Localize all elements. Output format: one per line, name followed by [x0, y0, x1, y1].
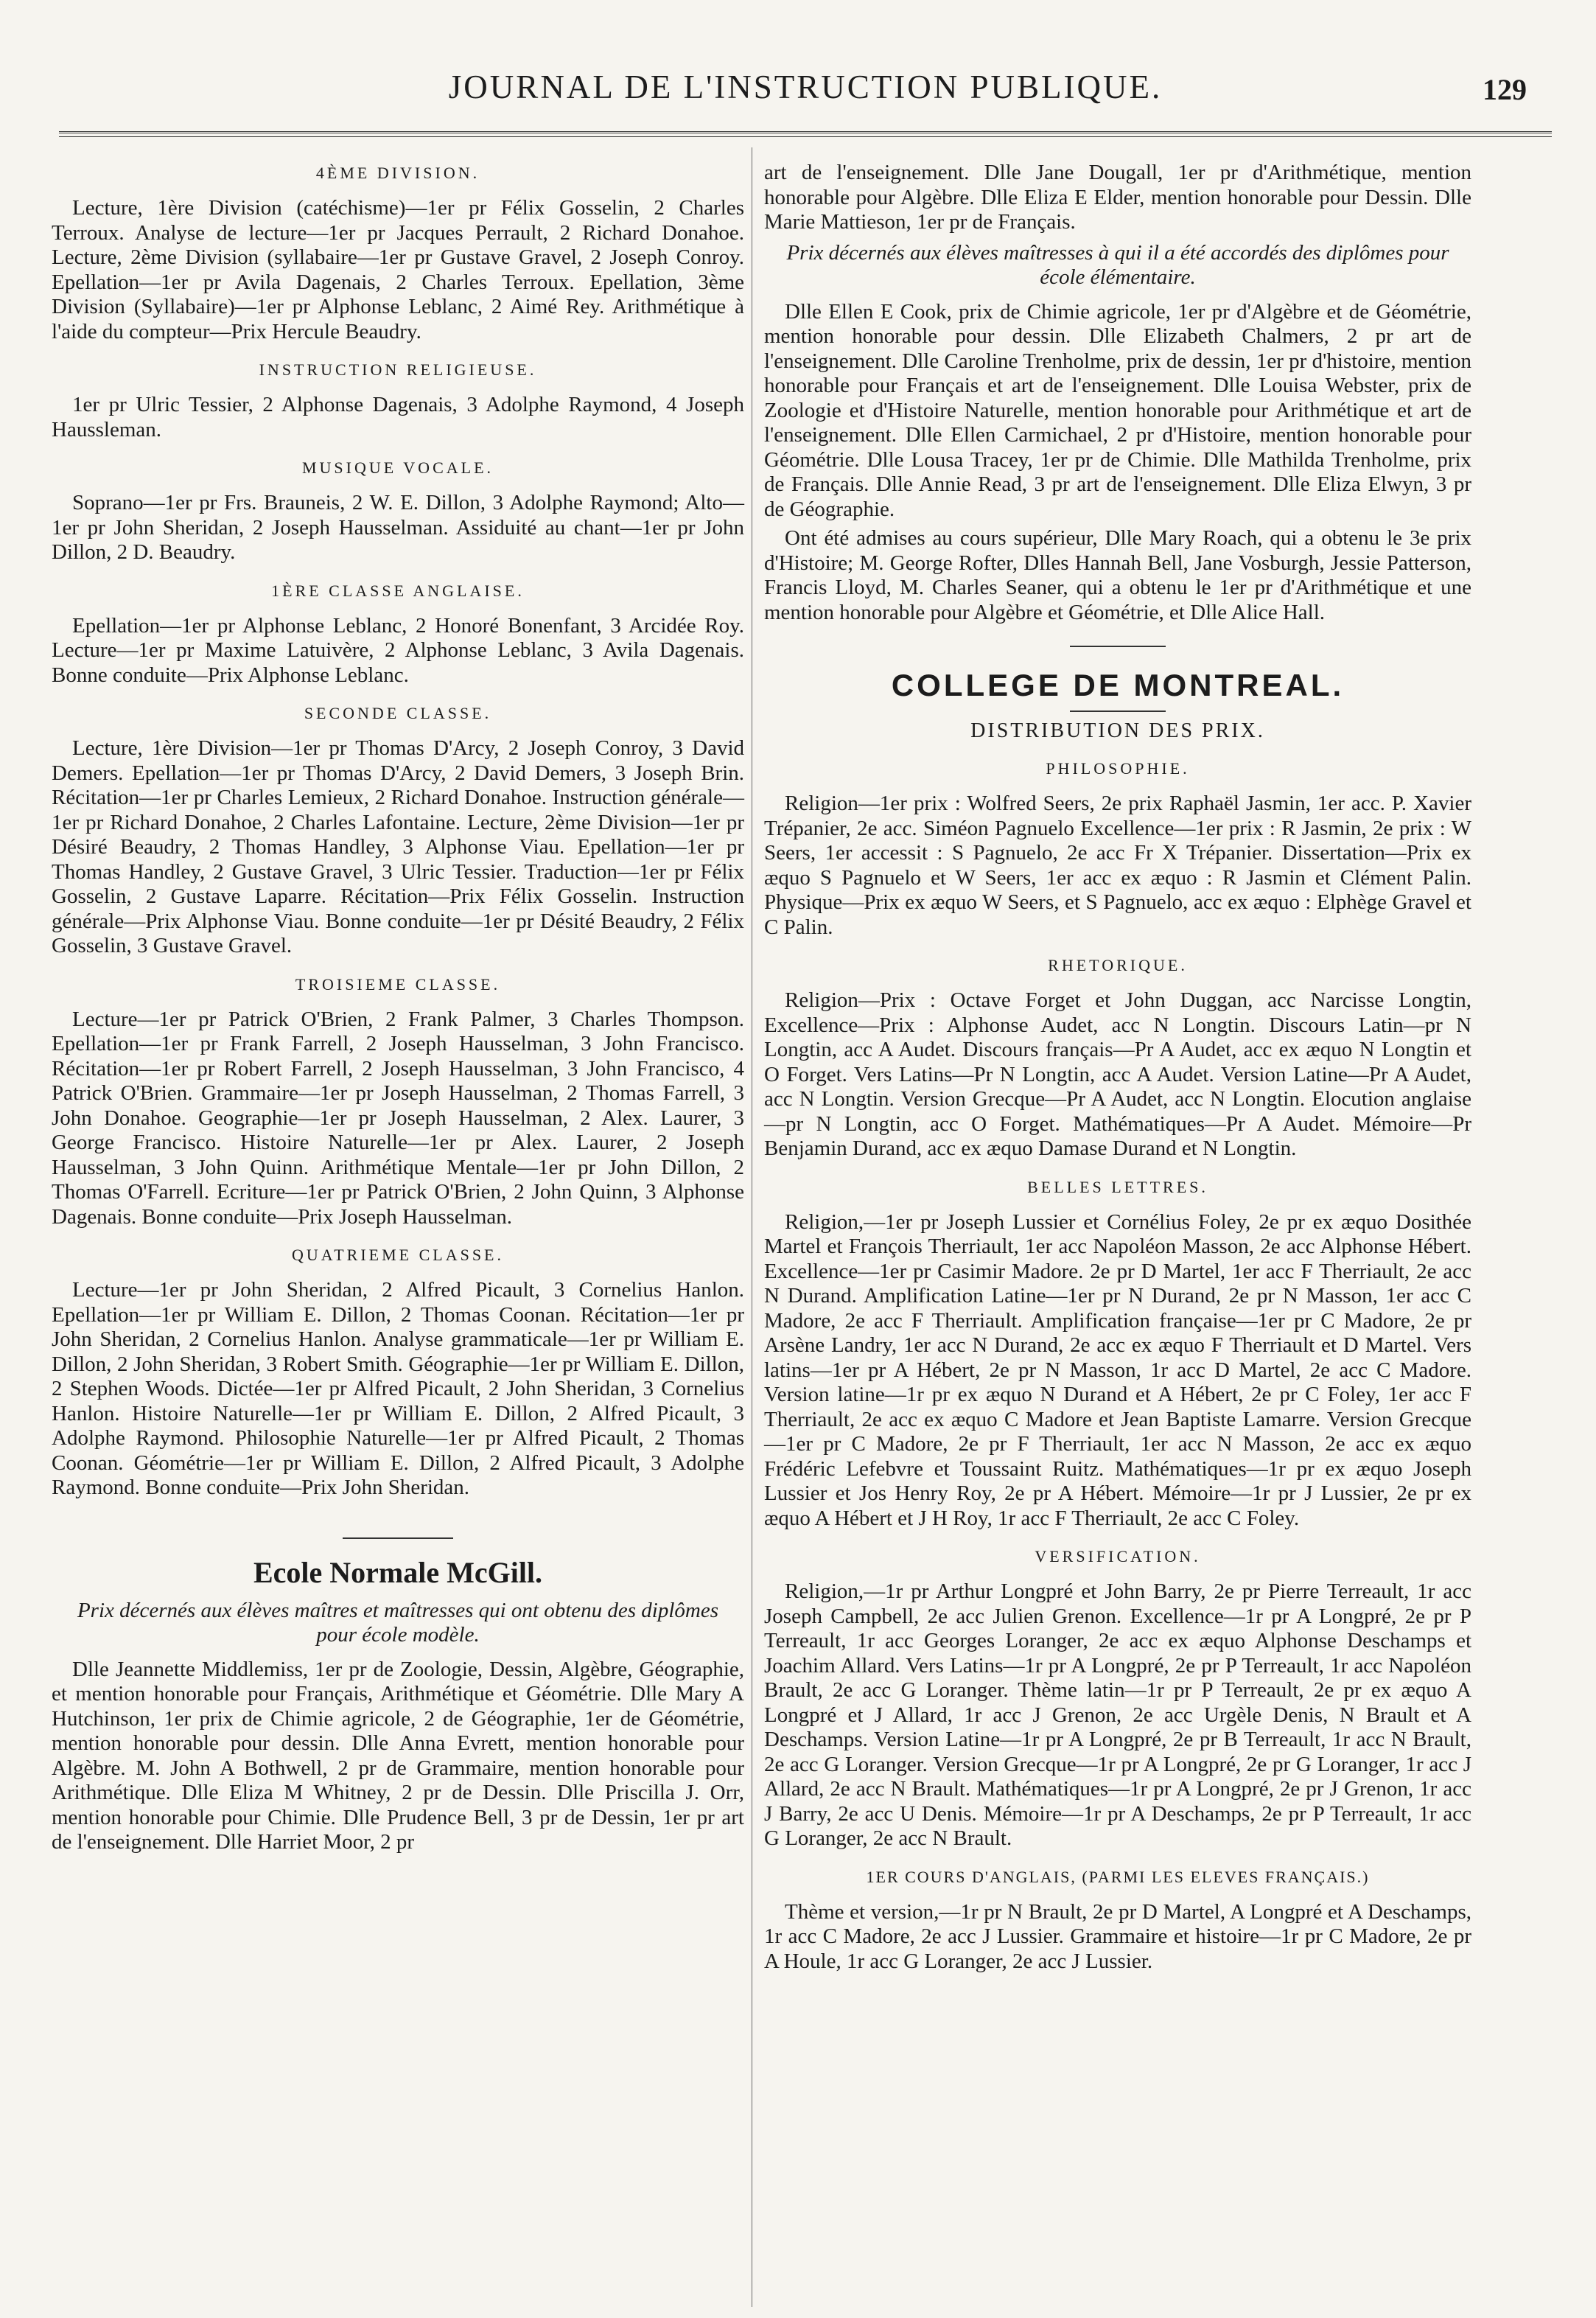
section-heading: BELLES LETTRES.	[1027, 1177, 1208, 1196]
section-heading: VERSIFICATION.	[1035, 1547, 1201, 1565]
mcgill-title: Ecole Normale McGill.	[253, 1555, 543, 1589]
section-paragraph: Religion,—1er pr Joseph Lussier et Cornélius Foley, 2e pr ex æquo Dosithée Martel et François Therriault, 1er acc Napoléon Masson, 2e acc Alphonse Hébert. Excellence—1er pr Casimir Madore. 2e pr D Martel, 1er acc F Therriault, 2e acc N Durand. Amplification Latine—1er pr N Durand, 2e pr N Masson, 1er acc C Madore, 2e acc F Therriault. Amplification française—1er pr C Madore, 2e pr Arsène Landry, 1er acc N Durand, 2e acc ex æquo F Therriault et D Martel. Vers latins—1er pr A Hébert, 2e pr N Masson, 1r acc D Martel, 2e acc C Madore. Version latine—1r pr ex æquo N Durand et A Hébert, 2e pr C Foley, 1er acc F Therriault, 2e acc ex æquo C Madore et Jean Baptiste Lamarre. Version Grecque—1er pr C Madore, 2e pr F Therriault, 1er acc N Masson, 2e acc ex æquo Frédéric Lefebvre et Toussaint Ruitz. Mathématiques—1r pr ex æquo Joseph Lussier et Jos Henry Roy, 2e pr A Hébert. Mémoire—1r pr J Lussier, 2e pr ex æquo A Hébert et J H Roy, 1r acc F Therriault, 2e acc C Foley.	[764, 1209, 1471, 1530]
section-paragraph: Lecture—1er pr Patrick O'Brien, 2 Frank Palmer, 3 Charles Thompson. Epellation—1er pr Frank Farrell, 2 Joseph Hausselman, 3 John Francisco. Récitation—1er pr Robert Farrell, 2 Joseph Hausselman, 3 John Francisco, 4 Patrick O'Brien. Grammaire—1er pr Joseph Hausselman, 2 Thomas Farrell, 3 John Donahoe. Geographie—1er pr Joseph Hausselman, 2 Alex. Laurer, 3 George Francisco. Histoire Naturelle—1er pr Alex. Laurer, 2 Joseph Hausselman, 3 John Quinn. Arithmétique Mentale—1er pr John Dillon, 2 Thomas O'Farrell. Ecriture—1er pr Patrick O'Brien, 2 John Quinn, 3 Alphonse Dagenais. Bonne conduite—Prix Joseph Hausselman.	[52, 1007, 744, 1229]
running-head	[59, 68, 1552, 119]
section-paragraph: 1er pr Ulric Tessier, 2 Alphonse Dagenais, 3 Adolphe Raymond, 4 Joseph Haussleman.	[52, 393, 744, 441]
section-rule	[1070, 646, 1166, 647]
section-heading: MUSIQUE VOCALE.	[301, 458, 494, 477]
section-paragraph: Religion—1er prix : Wolfred Seers, 2e prix Raphaël Jasmin, 1er acc. P. Xavier Trépanier, 2e acc. Siméon Pagnuelo Excellence—1er prix : R Jasmin, 2e prix : W Seers, 1er accessit : S Pagnuelo, 2e acc Fr X Trépanier. Dissertation—Prix ex æquo S Pagnuelo et W Seers, 1er acc ex æquo : R Jasmin et Clément Palin. Physique—Prix ex æquo W Seers, et S Pagnuelo, acc ex æquo : Elphège Gravel et C Palin.	[764, 792, 1471, 939]
section-heading: INSTRUCTION RELIGIEUSE.	[259, 360, 537, 379]
section-paragraph: Religion,—1r pr Arthur Longpré et John Barry, 2e pr Pierre Terreault, 1r acc Joseph Campbell, 2e acc Julien Grenon. Excellence—1r pr A Longpré, 2e pr P Terreault, 1r acc Georges Loranger, 2e acc ex æquo Alphonse Deschamps et Joachim Allard. Vers Latins—1r pr A Longpré, 2e pr P Terreault, 1r acc Napoléon Brault, 2e acc G Loranger. Thème latin—1r pr P Terreault, 2e pr ex æquo A Longpré et J Allard, 1r acc J Grenon, 2e acc Urgèle Denis, N Brault et A Deschamps. Version Latine—1r pr A Longpré, 2e pr B Terreault, 1r acc N Brault, 2e acc G Loranger. Version Grecque—1r pr A Longpré, 2e pr G Loranger, 1r acc J Allard, 2e acc N Brault. Mathématiques—1r pr A Longpré, 2e pr J Grenon, 1r acc J Barry, 2e acc U Denis. Mémoire—1r pr A Deschamps, 2e pr P Terreault, 1r acc G Loranger, 2e acc N Brault.	[764, 1579, 1471, 1850]
page-number: 129	[1483, 73, 1527, 106]
section-heading: TROISIEME CLASSE.	[295, 974, 501, 994]
left-column	[52, 161, 744, 1860]
distribution-title: DISTRIBUTION DES PRIX.	[970, 719, 1265, 742]
section-heading: 1ÈRE CLASSE ANGLAISE.	[271, 581, 525, 600]
section-heading: 1ER COURS D'ANGLAIS, (PARMI LES ELEVES FRANÇAIS.)	[866, 1867, 1370, 1886]
journal-title: JOURNAL DE L'INSTRUCTION PUBLIQUE.	[448, 69, 1163, 105]
section-paragraph: Lecture, 1ère Division—1er pr Thomas D'Arcy, 2 Joseph Conroy, 3 David Demers. Epellation—1er pr Thomas D'Arcy, 2 David Demers, 3 Joseph Brin. Récitation—1er pr Charles Lemieux, 2 Richard Donahoe. Instruction générale—1er pr Richard Donahoe, 2 Charles Lafontaine. Lecture, 2ème Division—1er pr Désiré Beaudry, 2 Thomas Handley, 3 Alphonse Viau. Epellation—1er pr Thomas Handley, 2 Gustave Gravel, 3 Ulric Tessier. Traduction—1er pr Félix Gosselin, 2 Gustave Laparre. Récitation—Prix Félix Gosselin. Instruction générale—Prix Alphonse Viau. Bonne conduite—1er pr Désité Beaudry, 2 Félix Gosselin, 3 Gustave Gravel.	[52, 736, 744, 957]
continued-paragraph: art de l'enseignement. Dlle Jane Dougall, 1er pr d'Arithmétique, mention honorable pour Algèbre. Dlle Eliza E Elder, mention honorable pour Dessin. Dlle Marie Mattieson, 1er pr de Français.	[764, 161, 1471, 234]
section-heading: RHETORIQUE.	[1048, 956, 1188, 974]
section-heading: QUATRIEME CLASSE.	[291, 1246, 504, 1264]
section-heading: SECONDE CLASSE.	[304, 704, 492, 722]
right-column	[764, 161, 1471, 1978]
college-title: COLLEGE DE MONTREAL.	[891, 668, 1345, 702]
section-paragraph: Epellation—1er pr Alphonse Leblanc, 2 Honoré Bonenfant, 3 Arcidée Roy. Lecture—1er pr Maxime Latuivère, 2 Alphonse Leblanc, 3 Avila Dagenais. Bonne conduite—Prix Alphonse Leblanc.	[52, 613, 744, 687]
elementary-subtitle: Prix décernés aux élèves maîtresses à qui il a été accordés des diplômes pour école élémentaire.	[786, 240, 1449, 289]
section-paragraph: Thème et version,—1r pr N Brault, 2e pr D Martel, A Longpré et A Deschamps, 1r acc C Madore, 2e acc J Lussier. Grammaire et histoire—1r pr C Madore, 2e pr A Houle, 1r acc G Loranger, 2e acc J Lussier.	[764, 1899, 1471, 1973]
section-paragraph: Religion—Prix : Octave Forget et John Duggan, acc Narcisse Longtin, Excellence—Prix : Alphonse Audet, acc N Longtin. Discours Latin—pr N Longtin, acc A Audet. Discours français—Pr A Audet, acc ex æquo N Longtin et O Forget. Vers Latins—Pr N Longtin, acc A Audet. Version Latine—Pr A Audet, acc N Longtin. Version Grecque—Pr A Audet, acc N Longtin. Elocution anglaise—pr N Longtin, acc O Forget. Mathématiques—Pr A Audet. Mémoire—Pr Benjamin Durand, acc ex æquo Damase Durand et N Longtin.	[764, 988, 1471, 1160]
elementary-paragraph: Dlle Ellen E Cook, prix de Chimie agricole, 1er pr d'Algèbre et de Géométrie, mention honorable pour dessin. Dlle Elizabeth Chalmers, 2 pr art de l'enseignement. Dlle Caroline Trenholme, prix de dessin, 1er pr d'histoire, mention honorable pour Français et art de l'enseignement. Dlle Louisa Webster, prix de Zoologie et d'Histoire Naturelle, mention honorable pour Arithmétique et art de l'enseignement. Dlle Ellen Carmichael, 2 pr d'Histoire, mention honorable pour Géométrie. Dlle Lousa Tracey, 1er pr de Chimie. Dlle Mathilda Trenholme, prix de Français. Dlle Annie Read, 3 pr art de l'enseignement. Dlle Eliza Elwyn, 3 pr de Géographie.	[764, 299, 1471, 521]
section-rule	[343, 1537, 453, 1539]
mcgill-paragraph: Dlle Jeannette Middlemiss, 1er pr de Zoologie, Dessin, Algèbre, Géographie, et mention honorable pour Français, Arithmétique et Géométrie. Dlle Mary A Hutchinson, 1er prix de Chimie agricole, 2 de Géographie, 1er de Géométrie, mention honorable pour dessin. Dlle Anna Evrett, mention honorable pour Algèbre. M. John A Bothwell, 2 pr de Grammaire, mention honorable pour Arithmétique. Dlle Eliza M Whitney, 2 pr de Dessin. Dlle Priscilla J. Orr, mention honorable pour Chimie. Dlle Prudence Bell, 3 pr de Dessin, 1er pr art de l'enseignement. Dlle Harriet Moor, 2 pr	[52, 1657, 744, 1854]
section-heading: PHILOSOPHIE.	[1046, 759, 1190, 778]
section-paragraph: Soprano—1er pr Frs. Brauneis, 2 W. E. Dillon, 3 Adolphe Raymond; Alto—1er pr John Sheridan, 2 Joseph Hausselman. Assiduité au chant—1er pr John Dillon, 2 D. Beaudry.	[52, 491, 744, 564]
section-paragraph: Lecture—1er pr John Sheridan, 2 Alfred Picault, 3 Cornelius Hanlon. Epellation—1er pr William E. Dillon, 2 Thomas Coonan. Récitation—1er pr John Sheridan, 2 Cornelius Hanlon. Analyse grammaticale—1er pr William E. Dillon, 2 John Sheridan, 3 Robert Smith. Géographie—1er pr William E. Dillon, 2 Stephen Woods. Dictée—1er pr Alfred Picault, 2 John Sheridan, 3 Cornelius Hanlon. Histoire Naturelle—1er pr William E. Dillon, 2 Alfred Picault, 3 Adolphe Raymond. Philosophie Naturelle—1er pr Alfred Picault, 2 Thomas Coonan. Géométrie—1er pr William E. Dillon, 2 Alfred Picault, 3 Adolphe Raymond. Bonne conduite—Prix John Sheridan.	[52, 1278, 744, 1499]
section-paragraph: Lecture, 1ère Division (catéchisme)—1er pr Félix Gosselin, 2 Charles Terroux. Analyse de lecture—1er pr Jacques Perrault, 2 Richard Donahoe. Lecture, 2ème Division (syllabaire—1er pr Gustave Gravel, 2 Joseph Conroy. Epellation—1er pr Avila Dagenais, 2 Charles Terroux. Epellation, 3ème Division (Syllabaire)—1er pr Alphonse Leblanc, 2 Aimé Rey. Arithmétique à l'aide du compteur—Prix Hercule Beaudry.	[52, 196, 744, 343]
section-heading: 4ÈME DIVISION.	[315, 164, 480, 182]
header-rule	[59, 131, 1552, 137]
section-rule	[1070, 711, 1166, 712]
admissions-paragraph: Ont été admises au cours supérieur, Dlle Mary Roach, qui a obtenu le 3e prix d'Histoire; M. George Rofter, Dlles Hannah Bell, Jane Vosburgh, Jessie Patterson, Francis Lloyd, M. Charles Seaner, qui a obtenu le 1er pr d'Arithmétique et une mention honorable pour Algèbre et Géométrie, et Dlle Alice Hall.	[764, 526, 1471, 624]
mcgill-subtitle: Prix décernés aux élèves maîtres et maîtresses qui ont obtenu des diplômes pour école modèle.	[77, 1598, 719, 1647]
